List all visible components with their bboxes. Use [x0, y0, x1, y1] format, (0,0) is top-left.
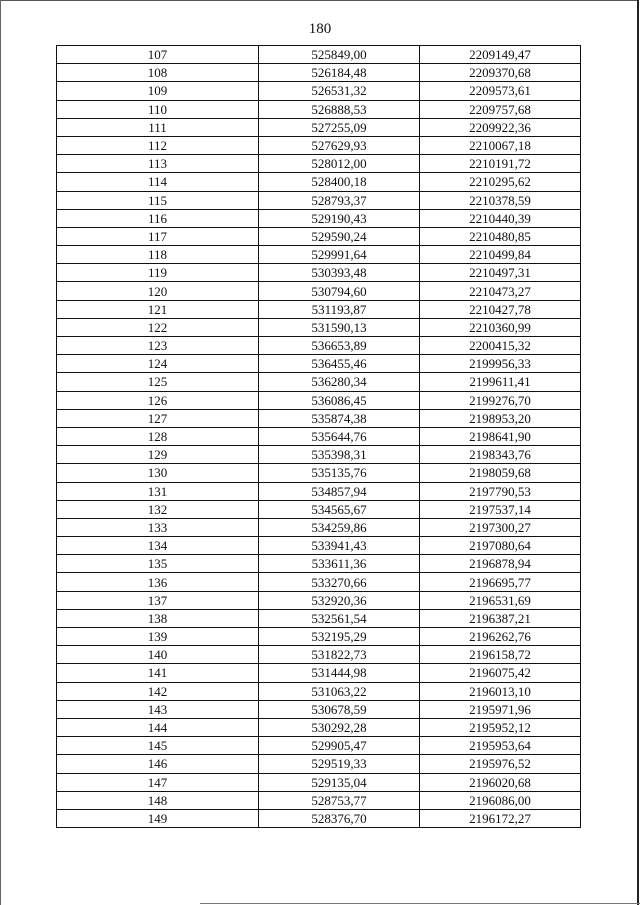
point-number-cell: 121	[57, 300, 259, 318]
x-coordinate-cell: 530393,48	[259, 264, 420, 282]
y-coordinate-cell: 2196013,10	[420, 682, 581, 700]
x-coordinate-cell: 531822,73	[259, 646, 420, 664]
x-coordinate-cell: 532920,36	[259, 591, 420, 609]
table-row	[57, 155, 581, 173]
x-coordinate-cell: 528793,37	[259, 191, 420, 209]
coordinates-table	[56, 45, 581, 828]
point-number-cell: 136	[57, 573, 259, 591]
table-row	[57, 118, 581, 136]
x-coordinate-cell: 529905,47	[259, 737, 420, 755]
point-number-cell: 132	[57, 500, 259, 518]
y-coordinate-cell: 2195952,12	[420, 718, 581, 736]
table-row	[57, 227, 581, 245]
page-edge-left	[0, 0, 1, 905]
x-coordinate-cell: 532195,29	[259, 628, 420, 646]
y-coordinate-cell: 2196531,69	[420, 591, 581, 609]
x-coordinate-cell: 533270,66	[259, 573, 420, 591]
y-coordinate-cell: 2196878,94	[420, 555, 581, 573]
y-coordinate-cell: 2196075,42	[420, 664, 581, 682]
y-coordinate-cell: 2198343,76	[420, 446, 581, 464]
y-coordinate-cell: 2196172,27	[420, 809, 581, 827]
page-edge-right	[637, 0, 639, 905]
table-row	[57, 500, 581, 518]
y-coordinate-cell: 2210499,84	[420, 246, 581, 264]
y-coordinate-cell: 2198641,90	[420, 427, 581, 445]
y-coordinate-cell: 2196262,76	[420, 628, 581, 646]
page-edge-top	[0, 0, 639, 1]
table-row	[57, 646, 581, 664]
x-coordinate-cell: 526531,32	[259, 82, 420, 100]
x-coordinate-cell: 531444,98	[259, 664, 420, 682]
point-number-cell: 114	[57, 173, 259, 191]
table-row	[57, 355, 581, 373]
point-number-cell: 122	[57, 318, 259, 336]
page-edge-bottom	[200, 903, 640, 904]
x-coordinate-cell: 535644,76	[259, 427, 420, 445]
table-row	[57, 482, 581, 500]
x-coordinate-cell: 529135,04	[259, 773, 420, 791]
table-row	[57, 446, 581, 464]
y-coordinate-cell: 2210295,62	[420, 173, 581, 191]
x-coordinate-cell: 529190,43	[259, 209, 420, 227]
table-row	[57, 300, 581, 318]
y-coordinate-cell: 2210067,18	[420, 136, 581, 154]
y-coordinate-cell: 2197300,27	[420, 518, 581, 536]
point-number-cell: 135	[57, 555, 259, 573]
y-coordinate-cell: 2210191,72	[420, 155, 581, 173]
x-coordinate-cell: 528400,18	[259, 173, 420, 191]
point-number-cell: 141	[57, 664, 259, 682]
table-row	[57, 282, 581, 300]
x-coordinate-cell: 531590,13	[259, 318, 420, 336]
page-number: 180	[308, 21, 332, 37]
point-number-cell: 119	[57, 264, 259, 282]
table-row	[57, 682, 581, 700]
x-coordinate-cell: 535398,31	[259, 446, 420, 464]
x-coordinate-cell: 536086,45	[259, 391, 420, 409]
point-number-cell: 120	[57, 282, 259, 300]
point-number-cell: 129	[57, 446, 259, 464]
x-coordinate-cell: 534565,67	[259, 500, 420, 518]
point-number-cell: 130	[57, 464, 259, 482]
x-coordinate-cell: 530794,60	[259, 282, 420, 300]
table-row	[57, 718, 581, 736]
coordinates-table-body	[57, 46, 581, 828]
point-number-cell: 108	[57, 64, 259, 82]
x-coordinate-cell: 532561,54	[259, 609, 420, 627]
table-row	[57, 427, 581, 445]
table-row	[57, 555, 581, 573]
table-row	[57, 791, 581, 809]
y-coordinate-cell: 2210427,78	[420, 300, 581, 318]
table-row	[57, 337, 581, 355]
table-row	[57, 64, 581, 82]
table-row	[57, 809, 581, 827]
table-row	[57, 773, 581, 791]
point-number-cell: 139	[57, 628, 259, 646]
y-coordinate-cell: 2210360,99	[420, 318, 581, 336]
table-row	[57, 373, 581, 391]
point-number-cell: 128	[57, 427, 259, 445]
table-row	[57, 573, 581, 591]
table-row	[57, 173, 581, 191]
x-coordinate-cell: 528753,77	[259, 791, 420, 809]
table-row	[57, 391, 581, 409]
x-coordinate-cell: 526888,53	[259, 100, 420, 118]
point-number-cell: 148	[57, 791, 259, 809]
point-number-cell: 117	[57, 227, 259, 245]
point-number-cell: 146	[57, 755, 259, 773]
table-row	[57, 609, 581, 627]
point-number-cell: 107	[57, 46, 259, 64]
point-number-cell: 149	[57, 809, 259, 827]
y-coordinate-cell: 2197790,53	[420, 482, 581, 500]
point-number-cell: 133	[57, 518, 259, 536]
point-number-cell: 116	[57, 209, 259, 227]
x-coordinate-cell: 529590,24	[259, 227, 420, 245]
point-number-cell: 112	[57, 136, 259, 154]
table-row	[57, 318, 581, 336]
y-coordinate-cell: 2209370,68	[420, 64, 581, 82]
y-coordinate-cell: 2199956,33	[420, 355, 581, 373]
point-number-cell: 115	[57, 191, 259, 209]
point-number-cell: 123	[57, 337, 259, 355]
table-row	[57, 755, 581, 773]
table-row	[57, 664, 581, 682]
y-coordinate-cell: 2210480,85	[420, 227, 581, 245]
point-number-cell: 125	[57, 373, 259, 391]
x-coordinate-cell: 536653,89	[259, 337, 420, 355]
x-coordinate-cell: 530678,59	[259, 700, 420, 718]
x-coordinate-cell: 531193,87	[259, 300, 420, 318]
point-number-cell: 127	[57, 409, 259, 427]
x-coordinate-cell: 527255,09	[259, 118, 420, 136]
y-coordinate-cell: 2199276,70	[420, 391, 581, 409]
x-coordinate-cell: 525849,00	[259, 46, 420, 64]
point-number-cell: 131	[57, 482, 259, 500]
x-coordinate-cell: 534857,94	[259, 482, 420, 500]
x-coordinate-cell: 533941,43	[259, 537, 420, 555]
table-row	[57, 464, 581, 482]
table-row	[57, 591, 581, 609]
y-coordinate-cell: 2200415,32	[420, 337, 581, 355]
y-coordinate-cell: 2209922,36	[420, 118, 581, 136]
point-number-cell: 138	[57, 609, 259, 627]
y-coordinate-cell: 2195976,52	[420, 755, 581, 773]
point-number-cell: 124	[57, 355, 259, 373]
y-coordinate-cell: 2209149,47	[420, 46, 581, 64]
point-number-cell: 140	[57, 646, 259, 664]
y-coordinate-cell: 2196387,21	[420, 609, 581, 627]
table-row	[57, 46, 581, 64]
point-number-cell: 142	[57, 682, 259, 700]
y-coordinate-cell: 2209573,61	[420, 82, 581, 100]
y-coordinate-cell: 2198953,20	[420, 409, 581, 427]
y-coordinate-cell: 2196020,68	[420, 773, 581, 791]
point-number-cell: 145	[57, 737, 259, 755]
table-row	[57, 82, 581, 100]
x-coordinate-cell: 536455,46	[259, 355, 420, 373]
y-coordinate-cell: 2197537,14	[420, 500, 581, 518]
point-number-cell: 109	[57, 82, 259, 100]
table-row	[57, 409, 581, 427]
x-coordinate-cell: 535135,76	[259, 464, 420, 482]
point-number-cell: 144	[57, 718, 259, 736]
x-coordinate-cell: 536280,34	[259, 373, 420, 391]
y-coordinate-cell: 2196158,72	[420, 646, 581, 664]
x-coordinate-cell: 534259,86	[259, 518, 420, 536]
x-coordinate-cell: 533611,36	[259, 555, 420, 573]
x-coordinate-cell: 528012,00	[259, 155, 420, 173]
table-row	[57, 628, 581, 646]
x-coordinate-cell: 526184,48	[259, 64, 420, 82]
table-row	[57, 518, 581, 536]
table-row	[57, 246, 581, 264]
y-coordinate-cell: 2195971,96	[420, 700, 581, 718]
y-coordinate-cell: 2210440,39	[420, 209, 581, 227]
table-row	[57, 191, 581, 209]
y-coordinate-cell: 2196695,77	[420, 573, 581, 591]
x-coordinate-cell: 531063,22	[259, 682, 420, 700]
x-coordinate-cell: 535874,38	[259, 409, 420, 427]
x-coordinate-cell: 529519,33	[259, 755, 420, 773]
table-row	[57, 136, 581, 154]
y-coordinate-cell: 2210497,31	[420, 264, 581, 282]
point-number-cell: 126	[57, 391, 259, 409]
y-coordinate-cell: 2196086,00	[420, 791, 581, 809]
table-row	[57, 537, 581, 555]
point-number-cell: 118	[57, 246, 259, 264]
y-coordinate-cell: 2197080,64	[420, 537, 581, 555]
y-coordinate-cell: 2199611,41	[420, 373, 581, 391]
table-row	[57, 737, 581, 755]
point-number-cell: 113	[57, 155, 259, 173]
x-coordinate-cell: 530292,28	[259, 718, 420, 736]
x-coordinate-cell: 527629,93	[259, 136, 420, 154]
x-coordinate-cell: 529991,64	[259, 246, 420, 264]
table-row	[57, 100, 581, 118]
point-number-cell: 110	[57, 100, 259, 118]
point-number-cell: 147	[57, 773, 259, 791]
table-row	[57, 264, 581, 282]
point-number-cell: 111	[57, 118, 259, 136]
table-row	[57, 209, 581, 227]
y-coordinate-cell: 2198059,68	[420, 464, 581, 482]
table-row	[57, 700, 581, 718]
point-number-cell: 143	[57, 700, 259, 718]
point-number-cell: 134	[57, 537, 259, 555]
y-coordinate-cell: 2210378,59	[420, 191, 581, 209]
point-number-cell: 137	[57, 591, 259, 609]
y-coordinate-cell: 2210473,27	[420, 282, 581, 300]
y-coordinate-cell: 2195953,64	[420, 737, 581, 755]
y-coordinate-cell: 2209757,68	[420, 100, 581, 118]
x-coordinate-cell: 528376,70	[259, 809, 420, 827]
